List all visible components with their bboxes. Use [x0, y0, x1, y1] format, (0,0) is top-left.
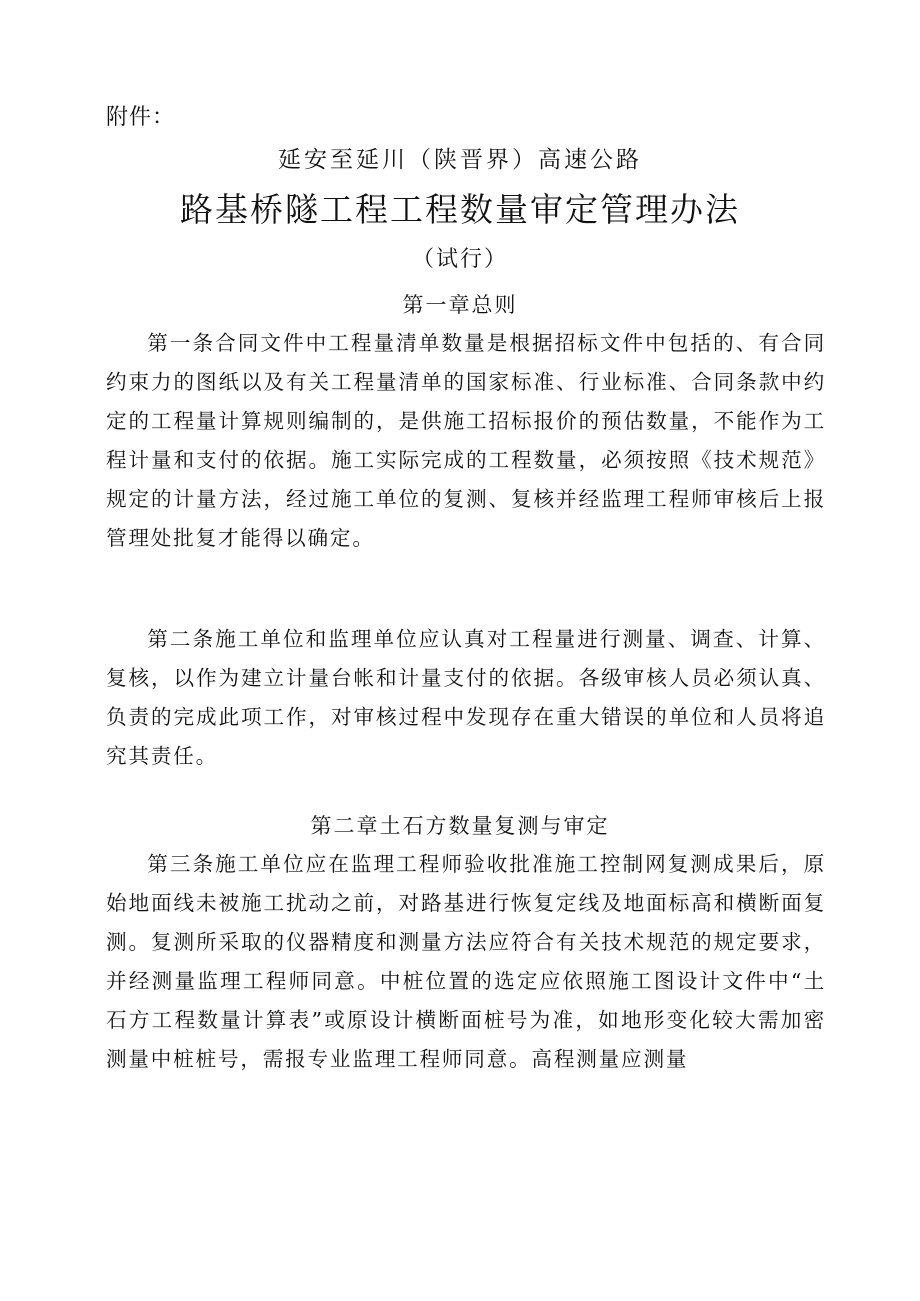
attachment-label: 附件：: [106, 105, 176, 130]
article-paragraph: 第三条施工单位应在监理工程师验收批准施工控制网复测成果后，原始地面线未被施工扰动之前，对路基进行恢复定线及地面标高和横断面复测。复测所采取的仪器精度和测量方法应符合有关技术规范的规定要求，并经测量监理工程师同意。中桩位置的选定应依照施工图设计文件中“土石方工程数量计算表”或原设计横断面桩号为准，如地形变化较大需加密测量中桩桩号，需报专业监理工程师同意。高程测量应测量: [106, 852, 826, 1071]
document-title: 路基桥隧工程工程数量审定管理办法: [180, 190, 740, 229]
article-paragraph: 第一条合同文件中工程量清单数量是根据招标文件中包括的、有合同约束力的图纸以及有关工程量清单的国家标准、行业标准、合同条款中约定的工程量计算规则编制的，是供施工招标报价的预估数量，不能作为工程计量和支付的依据。施工实际完成的工程数量，必须按照《技术规范》规定的计量方法，经过施工单位的复测、复核并经监理工程师审核后上报管理处批复才能得以确定。: [106, 331, 826, 550]
article-paragraph: 第二条施工单位和监理单位应认真对工程量进行测量、调查、计算、复核，以作为建立计量台帐和计量支付的依据。各级审核人员必须认真、负责的完成此项工作，对审核过程中发现存在重大错误的单位和人员将追究其责任。: [106, 627, 826, 768]
chapter-heading: 第二章土石方数量复测与审定: [310, 814, 610, 838]
trial-note: （试行）: [411, 247, 508, 272]
chapter-heading: 第一章总则: [402, 293, 518, 317]
document-subtitle: 延安至延川（陕晋界）高速公路: [278, 147, 642, 173]
